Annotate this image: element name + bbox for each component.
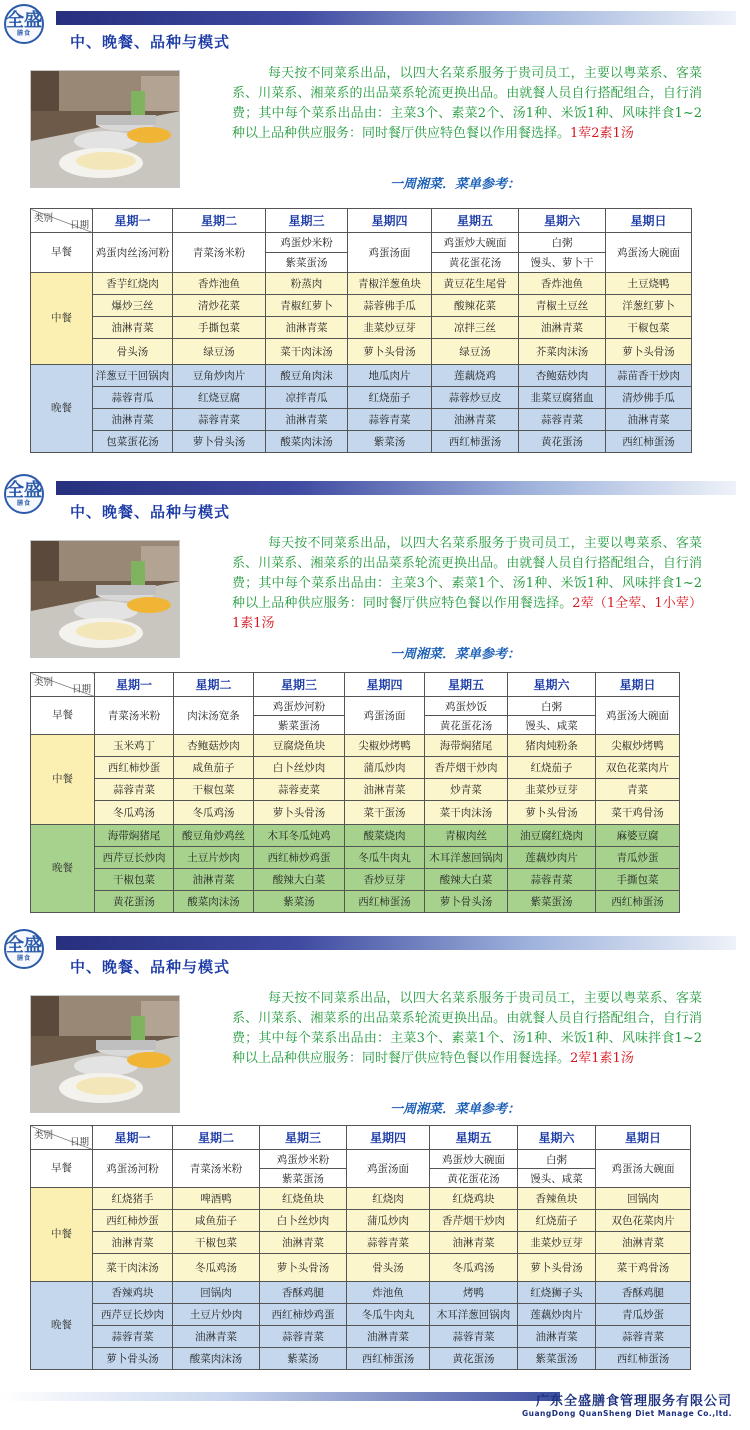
menu-cell: 鸡蛋汤大碗面 bbox=[606, 233, 692, 273]
menu-cell: 杏鲍菇炒肉 bbox=[519, 365, 606, 387]
menu-cell: 清炒花菜 bbox=[173, 295, 266, 317]
menu-cell: 洋葱红萝卜 bbox=[606, 295, 692, 317]
menu-cell: 炒青菜 bbox=[425, 779, 508, 801]
menu-cell: 莲藕炒肉片 bbox=[508, 847, 596, 869]
menu-cell: 豆腐烧鱼块 bbox=[254, 735, 345, 757]
menu-cell: 西芹豆长炒肉 bbox=[95, 847, 174, 869]
menu-cell: 骨头汤 bbox=[93, 339, 173, 365]
menu-cell: 油淋青菜 bbox=[266, 317, 348, 339]
menu-section-3 bbox=[0, 925, 750, 1385]
menu-cell: 香炸池鱼 bbox=[173, 273, 266, 295]
menu-cell: 韭菜炒豆芽 bbox=[518, 1232, 596, 1254]
menu-subtitle: 一周湘菜．菜单参考： bbox=[390, 177, 521, 192]
menu-cell: 白卜丝炒肉 bbox=[260, 1210, 347, 1232]
menu-cell: 肉沫汤宽条 bbox=[174, 697, 254, 735]
breakfast-label: 早餐 bbox=[31, 697, 95, 735]
menu-cell: 鸡蛋炒河粉 bbox=[254, 697, 345, 716]
menu-cell: 油淋青菜 bbox=[93, 317, 173, 339]
menu-cell: 香酥鸡腿 bbox=[596, 1282, 691, 1304]
lunch-label: 中餐 bbox=[31, 1188, 93, 1282]
menu-cell: 手撕包菜 bbox=[596, 869, 680, 891]
day-header: 星期一 bbox=[95, 673, 174, 697]
menu-cell: 西红柿蛋汤 bbox=[596, 1348, 691, 1370]
day-header: 星期四 bbox=[347, 1126, 430, 1150]
menu-cell: 土豆片炒肉 bbox=[173, 1304, 260, 1326]
menu-cell: 西红柿炒鸡蛋 bbox=[260, 1304, 347, 1326]
menu-cell: 木耳洋葱回锅肉 bbox=[430, 1304, 518, 1326]
menu-cell: 洋葱豆干回锅肉 bbox=[93, 365, 173, 387]
menu-cell: 萝卜骨头汤 bbox=[93, 1348, 173, 1370]
menu-cell: 咸鱼茄子 bbox=[173, 1210, 260, 1232]
menu-section-1 bbox=[0, 0, 750, 462]
menu-cell: 油淋青菜 bbox=[519, 317, 606, 339]
menu-cell: 绿豆汤 bbox=[173, 339, 266, 365]
menu-cell: 鸡蛋炒米粉 bbox=[266, 233, 348, 253]
menu-cell: 萝卜头骨汤 bbox=[508, 801, 596, 825]
day-header: 星期三 bbox=[254, 673, 345, 697]
menu-cell: 白粥 bbox=[519, 233, 606, 253]
menu-cell: 油淋青菜 bbox=[345, 779, 425, 801]
menu-cell: 海带焖猪尾 bbox=[95, 825, 174, 847]
menu-cell: 青椒红萝卜 bbox=[266, 295, 348, 317]
menu-cell: 红烧鱼块 bbox=[260, 1188, 347, 1210]
weekly-menu-table bbox=[30, 208, 692, 453]
menu-cell: 韭菜炒豆芽 bbox=[508, 779, 596, 801]
menu-cell: 蒜蓉青菜 bbox=[508, 869, 596, 891]
menu-cell: 韭菜炒豆芽 bbox=[348, 317, 432, 339]
menu-cell: 油淋青菜 bbox=[93, 409, 173, 431]
menu-cell: 红烧鸡块 bbox=[430, 1188, 518, 1210]
menu-cell: 西红柿蛋汤 bbox=[596, 891, 680, 913]
header-bar bbox=[56, 11, 736, 25]
menu-cell: 油淋青菜 bbox=[432, 409, 519, 431]
day-header: 星期一 bbox=[93, 209, 173, 233]
menu-cell: 馒头、咸菜 bbox=[508, 716, 596, 735]
menu-cell: 鸡蛋汤河粉 bbox=[93, 1150, 173, 1188]
menu-cell: 回锅肉 bbox=[173, 1282, 260, 1304]
menu-cell: 蒜蓉青瓜 bbox=[93, 387, 173, 409]
menu-cell: 土豆片炒肉 bbox=[174, 847, 254, 869]
menu-cell: 萝卜头骨汤 bbox=[254, 801, 345, 825]
menu-cell: 木耳冬瓜炖鸡 bbox=[254, 825, 345, 847]
menu-cell: 蒜蓉青菜 bbox=[519, 409, 606, 431]
day-header: 星期日 bbox=[596, 673, 680, 697]
day-header: 星期三 bbox=[266, 209, 348, 233]
menu-cell: 青菜 bbox=[596, 779, 680, 801]
menu-cell: 紫菜蛋汤 bbox=[254, 716, 345, 735]
menu-cell: 蒜苗香干炒肉 bbox=[606, 365, 692, 387]
menu-cell: 鸡蛋汤面 bbox=[348, 233, 432, 273]
day-header: 星期五 bbox=[432, 209, 519, 233]
buffet-photo bbox=[30, 70, 180, 188]
intro-text: 每天按不同菜系出品，以四大名菜系服务于贵司员工，主要以粤菜系、客菜系、川菜系、湘菜系的出品菜系轮流更换出品。由就餐人员自行搭配组合，自行消费；其中每个菜系出品由：主菜3个、素菜1个、汤1种、米饭1种、风味拌食1~2种以上品种供应服务：同时餐厅供应特色餐以作用餐选择。2荤（1全荤、1小荤）1素1汤 bbox=[232, 536, 702, 631]
menu-cell: 菜干鸡骨汤 bbox=[596, 801, 680, 825]
menu-cell: 西红柿蛋汤 bbox=[345, 891, 425, 913]
menu-cell: 黄花蛋汤 bbox=[95, 891, 174, 913]
intro-text: 每天按不同菜系出品，以四大名菜系服务于贵司员工，主要以粤菜系、客菜系、川菜系、湘菜系的出品菜系轮流更换出品。由就餐人员自行搭配组合，自行消费；其中每个菜系出品由：主菜3个、素菜2个、汤1种、米饭1种、风味拌食1~2种以上品种供应服务：同时餐厅供应特色餐以作用餐选择。1荤2素1汤 bbox=[232, 66, 702, 141]
section-heading: 中、晚餐、品种与模式 bbox=[70, 503, 231, 521]
menu-cell: 青椒肉丝 bbox=[425, 825, 508, 847]
header-bar bbox=[56, 481, 736, 495]
menu-cell: 鸡蛋汤面 bbox=[347, 1150, 430, 1188]
menu-cell: 豆角炒肉片 bbox=[173, 365, 266, 387]
menu-cell: 鸡蛋炒米粉 bbox=[260, 1150, 347, 1169]
menu-subtitle: 一周湘菜．菜单参考： bbox=[390, 1102, 521, 1117]
menu-cell: 蒜蓉青菜 bbox=[347, 1232, 430, 1254]
menu-cell: 香辣鸡块 bbox=[93, 1282, 173, 1304]
menu-cell: 馒头、萝卜干 bbox=[519, 253, 606, 273]
menu-cell: 韭菜豆腐猪血 bbox=[519, 387, 606, 409]
company-name-cn: 广东全盛膳食管理服务有限公司 bbox=[535, 1394, 732, 1409]
menu-cell: 油淋青菜 bbox=[596, 1232, 691, 1254]
menu-cell: 地瓜肉片 bbox=[348, 365, 432, 387]
menu-cell: 凉拌三丝 bbox=[432, 317, 519, 339]
menu-cell: 紫菜蛋汤 bbox=[260, 1169, 347, 1188]
menu-cell: 菜干蛋汤 bbox=[345, 801, 425, 825]
menu-cell: 蒜蓉青菜 bbox=[596, 1326, 691, 1348]
day-header: 星期六 bbox=[508, 673, 596, 697]
menu-cell: 菜干鸡骨汤 bbox=[596, 1254, 691, 1282]
menu-cell: 尖椒炒烤鸭 bbox=[345, 735, 425, 757]
menu-cell: 黄花蛋花汤 bbox=[430, 1169, 518, 1188]
menu-cell: 油淋青菜 bbox=[93, 1232, 173, 1254]
menu-cell: 香炒豆芽 bbox=[345, 869, 425, 891]
menu-cell: 西红柿炒蛋 bbox=[95, 757, 174, 779]
menu-cell: 猪肉炖粉条 bbox=[508, 735, 596, 757]
day-header: 星期日 bbox=[596, 1126, 691, 1150]
menu-cell: 红烧豆腐 bbox=[173, 387, 266, 409]
menu-cell: 西红柿蛋汤 bbox=[432, 431, 519, 453]
menu-cell: 西红柿炒蛋 bbox=[93, 1210, 173, 1232]
menu-cell: 干椒包菜 bbox=[173, 1232, 260, 1254]
menu-cell: 油淋青菜 bbox=[347, 1326, 430, 1348]
menu-cell: 蒜蓉青菜 bbox=[95, 779, 174, 801]
menu-cell: 西红柿蛋汤 bbox=[606, 431, 692, 453]
menu-cell: 青瓜炒蛋 bbox=[596, 1304, 691, 1326]
menu-cell: 紫菜汤 bbox=[254, 891, 345, 913]
menu-cell: 冬瓜牛肉丸 bbox=[347, 1304, 430, 1326]
menu-cell: 酸菜肉沫汤 bbox=[173, 1348, 260, 1370]
weekly-menu-table bbox=[30, 1125, 691, 1370]
menu-cell: 冬瓜牛肉丸 bbox=[345, 847, 425, 869]
menu-cell: 香芹烟干炒肉 bbox=[430, 1210, 518, 1232]
footer-bar bbox=[0, 1392, 560, 1401]
menu-cell: 红烧茄子 bbox=[348, 387, 432, 409]
day-header: 星期二 bbox=[173, 209, 266, 233]
intro-text: 每天按不同菜系出品，以四大名菜系服务于贵司员工，主要以粤菜系、客菜系、川菜系、湘菜系的出品菜系轮流更换出品。由就餐人员自行搭配组合，自行消费；其中每个菜系出品由：主菜3个、素菜1个、汤1种、米饭1种、风味拌食1~2种以上品种供应服务：同时餐厅供应特色餐以作用餐选择。2荤1素1汤 bbox=[232, 991, 702, 1066]
menu-cell: 青菜汤米粉 bbox=[173, 1150, 260, 1188]
company-logo: 全盛 膳食 bbox=[4, 929, 44, 969]
menu-cell: 西芹豆长炒肉 bbox=[93, 1304, 173, 1326]
section-heading: 中、晚餐、品种与模式 bbox=[70, 33, 231, 51]
menu-cell: 油淋青菜 bbox=[518, 1326, 596, 1348]
menu-cell: 杏鲍菇炒肉 bbox=[174, 735, 254, 757]
menu-cell: 清炒佛手瓜 bbox=[606, 387, 692, 409]
menu-cell: 蒜蓉炒豆皮 bbox=[432, 387, 519, 409]
menu-cell: 红烧狮子头 bbox=[518, 1282, 596, 1304]
menu-cell: 蒜蓉青菜 bbox=[430, 1326, 518, 1348]
menu-cell: 酸菜肉沫汤 bbox=[174, 891, 254, 913]
day-header: 星期二 bbox=[174, 673, 254, 697]
menu-cell: 紫菜汤 bbox=[348, 431, 432, 453]
menu-cell: 青椒土豆丝 bbox=[519, 295, 606, 317]
company-name-en: GuangDong QuanSheng Diet Manage Co.,ltd. bbox=[521, 1409, 732, 1418]
menu-cell: 黄花蛋花汤 bbox=[425, 716, 508, 735]
menu-cell: 油淋青菜 bbox=[430, 1232, 518, 1254]
menu-cell: 油淋青菜 bbox=[173, 1326, 260, 1348]
menu-cell: 酸辣大白菜 bbox=[425, 869, 508, 891]
menu-cell: 绿豆汤 bbox=[432, 339, 519, 365]
menu-cell: 蒜蓉青菜 bbox=[173, 409, 266, 431]
menu-cell: 红烧肉 bbox=[347, 1188, 430, 1210]
day-header: 星期三 bbox=[260, 1126, 347, 1150]
menu-cell: 萝卜头骨汤 bbox=[260, 1254, 347, 1282]
menu-cell: 青菜汤米粉 bbox=[95, 697, 174, 735]
section-heading: 中、晚餐、品种与模式 bbox=[70, 958, 231, 976]
table-corner: 类别 日期 bbox=[31, 673, 95, 697]
menu-cell: 酸菜肉沫汤 bbox=[266, 431, 348, 453]
day-header: 星期四 bbox=[345, 673, 425, 697]
menu-cell: 芥菜肉沫汤 bbox=[519, 339, 606, 365]
buffet-photo bbox=[30, 540, 180, 658]
menu-cell: 蒲瓜炒肉 bbox=[347, 1210, 430, 1232]
menu-cell: 萝卜头骨汤 bbox=[606, 339, 692, 365]
table-corner: 类别 日期 bbox=[31, 209, 93, 233]
menu-cell: 麻婆豆腐 bbox=[596, 825, 680, 847]
menu-section-2 bbox=[0, 470, 750, 925]
menu-cell: 蒜蓉佛手瓜 bbox=[348, 295, 432, 317]
company-logo: 全盛 膳食 bbox=[4, 4, 44, 44]
menu-cell: 萝卜头骨汤 bbox=[348, 339, 432, 365]
menu-cell: 菜干肉沫汤 bbox=[425, 801, 508, 825]
breakfast-label: 早餐 bbox=[31, 1150, 93, 1188]
dinner-label: 晚餐 bbox=[31, 1282, 93, 1370]
menu-cell: 啤酒鸭 bbox=[173, 1188, 260, 1210]
menu-cell: 红烧猪手 bbox=[93, 1188, 173, 1210]
menu-cell: 双色花菜肉片 bbox=[596, 1210, 691, 1232]
menu-cell: 紫菜蛋汤 bbox=[518, 1348, 596, 1370]
menu-cell: 萝卜骨头汤 bbox=[425, 891, 508, 913]
menu-cell: 白卜丝炒肉 bbox=[254, 757, 345, 779]
menu-cell: 冬瓜鸡汤 bbox=[174, 801, 254, 825]
menu-cell: 冬瓜鸡汤 bbox=[430, 1254, 518, 1282]
day-header: 星期五 bbox=[425, 673, 508, 697]
menu-cell: 油淋青菜 bbox=[174, 869, 254, 891]
menu-cell: 紫菜汤 bbox=[260, 1348, 347, 1370]
lunch-label: 中餐 bbox=[31, 735, 95, 825]
menu-cell: 馒头、咸菜 bbox=[518, 1169, 596, 1188]
menu-cell: 黄花蛋汤 bbox=[430, 1348, 518, 1370]
menu-cell: 萝卜头骨汤 bbox=[518, 1254, 596, 1282]
menu-cell: 手撕包菜 bbox=[173, 317, 266, 339]
menu-cell: 油淋青菜 bbox=[606, 409, 692, 431]
menu-cell: 酸辣大白菜 bbox=[254, 869, 345, 891]
menu-cell: 白粥 bbox=[508, 697, 596, 716]
menu-cell: 烤鸭 bbox=[430, 1282, 518, 1304]
menu-cell: 青菜汤米粉 bbox=[173, 233, 266, 273]
menu-cell: 粉蒸肉 bbox=[266, 273, 348, 295]
header-bar bbox=[56, 936, 736, 950]
menu-cell: 西红柿蛋汤 bbox=[347, 1348, 430, 1370]
menu-cell: 蒜蓉麦菜 bbox=[254, 779, 345, 801]
day-header: 星期四 bbox=[348, 209, 432, 233]
dinner-label: 晚餐 bbox=[31, 365, 93, 453]
menu-cell: 干椒包菜 bbox=[606, 317, 692, 339]
menu-cell: 冬瓜鸡汤 bbox=[95, 801, 174, 825]
day-header: 星期六 bbox=[518, 1126, 596, 1150]
menu-cell: 冬瓜鸡汤 bbox=[173, 1254, 260, 1282]
day-header: 星期一 bbox=[93, 1126, 173, 1150]
menu-cell: 红烧茄子 bbox=[508, 757, 596, 779]
day-header: 星期五 bbox=[430, 1126, 518, 1150]
breakfast-label: 早餐 bbox=[31, 233, 93, 273]
menu-subtitle: 一周湘菜．菜单参考： bbox=[390, 647, 521, 662]
day-header: 星期二 bbox=[173, 1126, 260, 1150]
menu-cell: 海带焖猪尾 bbox=[425, 735, 508, 757]
menu-cell: 菜干肉沫汤 bbox=[93, 1254, 173, 1282]
menu-cell: 黄豆花生尾骨 bbox=[432, 273, 519, 295]
menu-cell: 青椒洋葱鱼块 bbox=[348, 273, 432, 295]
menu-cell: 爆炒三丝 bbox=[93, 295, 173, 317]
menu-cell: 酸豆角炒鸡丝 bbox=[174, 825, 254, 847]
menu-cell: 香酥鸡腿 bbox=[260, 1282, 347, 1304]
menu-cell: 紫菜蛋汤 bbox=[508, 891, 596, 913]
lunch-label: 中餐 bbox=[31, 273, 93, 365]
menu-cell: 鸡蛋炒大碗面 bbox=[430, 1150, 518, 1169]
menu-cell: 香炸池鱼 bbox=[519, 273, 606, 295]
menu-cell: 莲藕炒肉片 bbox=[518, 1304, 596, 1326]
menu-cell: 香芋红烧肉 bbox=[93, 273, 173, 295]
menu-cell: 西红柿炒鸡蛋 bbox=[254, 847, 345, 869]
menu-cell: 鸡蛋炒饭 bbox=[425, 697, 508, 716]
menu-cell: 炸池鱼 bbox=[347, 1282, 430, 1304]
menu-cell: 鸡蛋汤大碗面 bbox=[596, 697, 680, 735]
menu-cell: 紫菜蛋汤 bbox=[266, 253, 348, 273]
menu-cell: 蒜蓉青菜 bbox=[348, 409, 432, 431]
menu-cell: 蒜蓉青菜 bbox=[260, 1326, 347, 1348]
menu-cell: 油淋青菜 bbox=[260, 1232, 347, 1254]
page-footer bbox=[0, 1388, 750, 1430]
menu-cell: 萝卜骨头汤 bbox=[173, 431, 266, 453]
menu-cell: 鸡蛋炒大碗面 bbox=[432, 233, 519, 253]
menu-cell: 包菜蛋花汤 bbox=[93, 431, 173, 453]
weekly-menu-table bbox=[30, 672, 680, 913]
menu-cell: 玉米鸡丁 bbox=[95, 735, 174, 757]
menu-cell: 酸辣花菜 bbox=[432, 295, 519, 317]
dinner-label: 晚餐 bbox=[31, 825, 95, 913]
menu-cell: 蒜蓉青菜 bbox=[93, 1326, 173, 1348]
menu-cell: 骨头汤 bbox=[347, 1254, 430, 1282]
menu-cell: 尖椒炒烤鸭 bbox=[596, 735, 680, 757]
menu-cell: 酸菜烧肉 bbox=[345, 825, 425, 847]
menu-cell: 白粥 bbox=[518, 1150, 596, 1169]
menu-cell: 鸡蛋汤大碗面 bbox=[596, 1150, 691, 1188]
menu-cell: 莲藕烧鸡 bbox=[432, 365, 519, 387]
menu-cell: 香辣鱼块 bbox=[518, 1188, 596, 1210]
day-header: 星期日 bbox=[606, 209, 692, 233]
company-logo: 全盛 膳食 bbox=[4, 474, 44, 514]
menu-cell: 黄花蛋花汤 bbox=[432, 253, 519, 273]
menu-cell: 木耳洋葱回锅肉 bbox=[425, 847, 508, 869]
menu-cell: 回锅肉 bbox=[596, 1188, 691, 1210]
menu-cell: 凉拌青瓜 bbox=[266, 387, 348, 409]
menu-cell: 菜干肉沫汤 bbox=[266, 339, 348, 365]
menu-cell: 青瓜炒蛋 bbox=[596, 847, 680, 869]
menu-cell: 鸡蛋肉丝汤河粉 bbox=[93, 233, 173, 273]
menu-cell: 鸡蛋汤面 bbox=[345, 697, 425, 735]
menu-cell: 酸豆角肉沫 bbox=[266, 365, 348, 387]
menu-cell: 蒲瓜炒肉 bbox=[345, 757, 425, 779]
menu-cell: 干椒包菜 bbox=[174, 779, 254, 801]
menu-cell: 油淋青菜 bbox=[266, 409, 348, 431]
menu-cell: 红烧茄子 bbox=[518, 1210, 596, 1232]
buffet-photo bbox=[30, 995, 180, 1113]
menu-cell: 干椒包菜 bbox=[95, 869, 174, 891]
menu-cell: 香芹烟干炒肉 bbox=[425, 757, 508, 779]
day-header: 星期六 bbox=[519, 209, 606, 233]
menu-cell: 咸鱼茄子 bbox=[174, 757, 254, 779]
menu-cell: 黄花蛋汤 bbox=[519, 431, 606, 453]
table-corner: 类别 日期 bbox=[31, 1126, 93, 1150]
menu-cell: 油豆腐红烧肉 bbox=[508, 825, 596, 847]
menu-cell: 土豆烧鸭 bbox=[606, 273, 692, 295]
menu-cell: 双色花菜肉片 bbox=[596, 757, 680, 779]
